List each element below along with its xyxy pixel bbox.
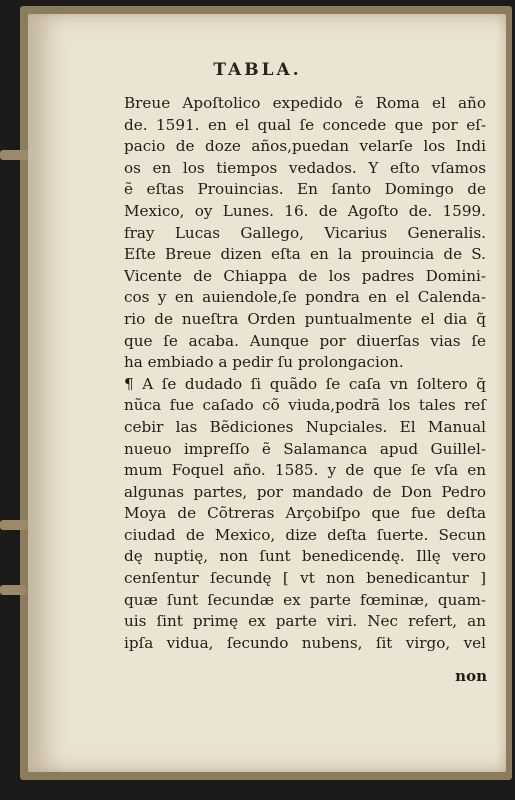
- text-line: cenſentur ſecundę [ vt non benedicantur ]: [124, 569, 486, 588]
- text-line: Vicente de Chiappa de los padres Domini-: [124, 266, 486, 285]
- text-line: Mexico, oy Lunes. 16. de Agoſto de. 1599.: [124, 201, 486, 220]
- text-line: mum Foquel año. 1585. y de que ſe vſa en: [124, 461, 486, 480]
- text-line: cos y en auiendole,ſe pondra en el Calenda-: [124, 288, 486, 307]
- text-line: ẽ eſtas Prouincias. En ſanto Domingo de: [124, 180, 486, 199]
- text-line: os en los tiempos vedados. Y eſto vſamos: [124, 158, 486, 177]
- text-line: quæ ſunt ſecundæ ex parte fœminæ, quam-: [124, 590, 486, 609]
- text-line: de. 1591. en el qual ſe concede que por eſ-: [124, 115, 486, 134]
- text-line: ha embiado a pedir ſu prolongacion.: [124, 353, 404, 372]
- text-line: cebir las Bẽdiciones Nupciales. El Manual: [124, 417, 486, 436]
- text-line: Breue Apoſtolico expedido ẽ Roma el año: [124, 94, 486, 112]
- ribbon-marker: [0, 150, 30, 160]
- text-line: dę nuptię, non ſunt benedicendę. Illę vero: [124, 547, 486, 566]
- text-line: rio de nueſtra Orden puntualmente el dia q̃: [124, 309, 486, 328]
- text-line: ¶ A ſe dudado ſi quãdo ſe caſa vn ſoltero q̃: [124, 374, 486, 393]
- text-line: Moya de Cõtreras Arçobiſpo que fue deſta: [124, 504, 486, 523]
- ribbon-marker: [0, 585, 26, 595]
- text-line: uis ſint primę ex parte viri. Nec refert, an: [124, 612, 486, 631]
- text-line: que ſe acaba. Aunque por diuerſas vias ſe: [124, 331, 486, 350]
- text-line: fray Lucas Gallego, Vicarius Generalis.: [124, 223, 486, 242]
- text-line: nueuo impreſſo ẽ Salamanca apud Guillel-: [124, 439, 486, 458]
- text-line: nũca fue caſado cõ viuda,podrã los tales reſ: [124, 396, 486, 415]
- text-line: Eſte Breue dizen eſta en la prouincia de S.: [124, 245, 486, 264]
- text-line: ciudad de Mexico, dize deſta ſuerte. Secun: [124, 525, 486, 544]
- ribbon-marker: [0, 520, 28, 530]
- text-line: pacio de doze años,puedan velarſe los Indi: [124, 137, 486, 156]
- text-line: algunas partes, por mandado de Don Pedro: [124, 482, 486, 501]
- page-body-text: [124, 93, 486, 654]
- text-line: ipſa vidua, ſecundo nubens, ſit virgo, vel: [124, 633, 486, 652]
- page-header: TABLA.: [213, 60, 302, 80]
- catchword: non: [455, 667, 487, 685]
